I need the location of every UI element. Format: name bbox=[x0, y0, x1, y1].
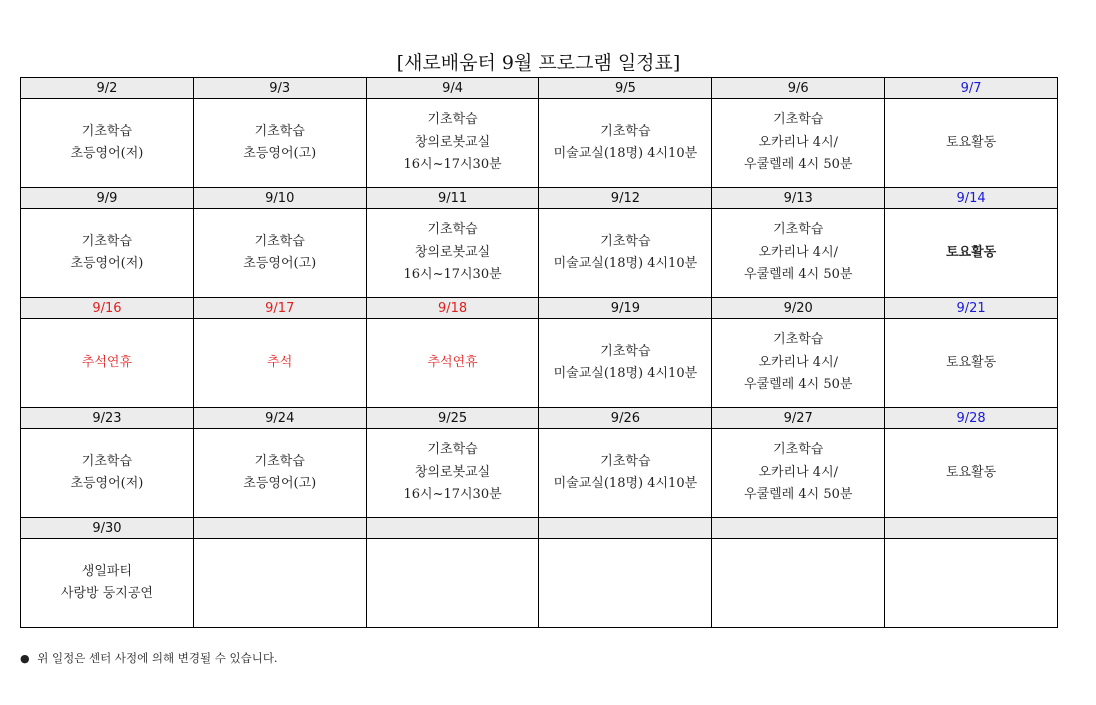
date-cell: 9/30 bbox=[21, 518, 194, 539]
program-cell bbox=[193, 209, 366, 298]
program-cell bbox=[539, 429, 712, 518]
program-line: 미술교실(18명) 4시10분 bbox=[553, 366, 698, 381]
program-cell bbox=[21, 429, 194, 518]
date-cell: 9/5 bbox=[539, 78, 712, 99]
program-line: 미술교실(18명) 4시10분 bbox=[553, 256, 698, 271]
date-cell: 9/23 bbox=[21, 408, 194, 429]
date-header-row bbox=[21, 408, 1058, 429]
program-line: 기초학습 bbox=[254, 453, 305, 469]
date-cell: 9/2 bbox=[21, 78, 194, 99]
bullet-icon: ● bbox=[20, 652, 30, 665]
program-line: 토요활동 bbox=[945, 244, 997, 260]
program-cell bbox=[712, 319, 885, 408]
program-line: 토요활동 bbox=[945, 464, 997, 480]
program-row bbox=[21, 429, 1058, 518]
program-line: 추석연휴 bbox=[427, 354, 478, 370]
date-cell: 9/12 bbox=[539, 188, 712, 209]
program-line: 기초학습 bbox=[254, 233, 305, 249]
date-header-row bbox=[21, 298, 1058, 319]
program-line: 초등영어(저) bbox=[70, 146, 144, 161]
program-cell bbox=[193, 319, 366, 408]
date-cell: 9/3 bbox=[193, 78, 366, 99]
date-cell bbox=[885, 518, 1058, 539]
program-line: 초등영어(저) bbox=[70, 476, 144, 491]
program-line: 창의로봇교실 bbox=[414, 464, 491, 480]
program-line: 기초학습 bbox=[427, 442, 478, 458]
program-line: 기초학습 bbox=[773, 222, 824, 238]
program-cell bbox=[193, 429, 366, 518]
program-cell bbox=[712, 209, 885, 298]
program-line: 초등영어(저) bbox=[70, 256, 144, 271]
program-line: 오카리나 4시/ bbox=[758, 464, 839, 480]
program-line: 오카리나 4시/ bbox=[758, 244, 839, 260]
program-cell bbox=[21, 539, 194, 628]
program-cell bbox=[539, 319, 712, 408]
date-cell: 9/26 bbox=[539, 408, 712, 429]
program-cell bbox=[193, 99, 366, 188]
program-row bbox=[21, 99, 1058, 188]
date-cell bbox=[366, 518, 539, 539]
program-line: 미술교실(18명) 4시10분 bbox=[553, 476, 698, 491]
program-line: 오카리나 4시/ bbox=[758, 354, 839, 370]
schedule-table bbox=[20, 77, 1058, 628]
program-line: 토요활동 bbox=[945, 354, 997, 370]
program-line: 기초학습 bbox=[773, 442, 824, 458]
program-line: 우쿨렐레 4시 50분 bbox=[744, 267, 853, 283]
date-cell: 9/27 bbox=[712, 408, 885, 429]
date-cell: 9/6 bbox=[712, 78, 885, 99]
program-line: 16시~17시30분 bbox=[403, 267, 502, 283]
date-cell: 9/19 bbox=[539, 298, 712, 319]
date-cell bbox=[712, 518, 885, 539]
schedule-table-body bbox=[21, 78, 1058, 628]
program-line: 기초학습 bbox=[81, 233, 133, 249]
date-cell: 9/9 bbox=[21, 188, 194, 209]
page-title: [새로배움터 9월 프로그램 일정표] bbox=[396, 52, 681, 74]
program-cell bbox=[366, 99, 539, 188]
date-cell: 9/17 bbox=[193, 298, 366, 319]
date-cell: 9/16 bbox=[21, 298, 194, 319]
date-cell: 9/24 bbox=[193, 408, 366, 429]
program-line: 기초학습 bbox=[427, 222, 478, 238]
program-cell bbox=[21, 209, 194, 298]
program-line: 추석 bbox=[267, 354, 293, 370]
program-line: 초등영어(고) bbox=[243, 146, 317, 161]
program-line: 기초학습 bbox=[254, 123, 305, 139]
program-line: 우쿨렐레 4시 50분 bbox=[744, 157, 853, 173]
program-cell bbox=[366, 209, 539, 298]
program-line: 미술교실(18명) 4시10분 bbox=[553, 146, 698, 161]
date-cell: 9/7 bbox=[885, 78, 1058, 99]
program-line: 오카리나 4시/ bbox=[758, 134, 839, 150]
date-header-row bbox=[21, 518, 1058, 539]
date-cell: 9/21 bbox=[885, 298, 1058, 319]
date-cell: 9/20 bbox=[712, 298, 885, 319]
program-line: 16시~17시30분 bbox=[403, 157, 502, 173]
date-cell: 9/14 bbox=[885, 188, 1058, 209]
program-cell bbox=[539, 539, 712, 628]
date-cell: 9/4 bbox=[366, 78, 539, 99]
program-cell bbox=[885, 539, 1058, 628]
program-line: 기초학습 bbox=[427, 112, 478, 128]
program-line: 기초학습 bbox=[600, 123, 651, 139]
program-line: 창의로봇교실 bbox=[414, 244, 491, 260]
program-row bbox=[21, 539, 1058, 628]
program-row bbox=[21, 209, 1058, 298]
program-cell bbox=[885, 429, 1058, 518]
program-line: 사랑방 둥지공연 bbox=[60, 586, 153, 601]
program-cell bbox=[21, 99, 194, 188]
program-cell bbox=[539, 209, 712, 298]
date-cell: 9/13 bbox=[712, 188, 885, 209]
program-line: 기초학습 bbox=[773, 112, 824, 128]
footnote bbox=[20, 650, 278, 666]
program-line: 추석연휴 bbox=[81, 354, 133, 370]
program-cell bbox=[366, 539, 539, 628]
program-line: 토요활동 bbox=[945, 134, 997, 150]
program-line: 초등영어(고) bbox=[243, 476, 317, 491]
date-header-row bbox=[21, 78, 1058, 99]
program-line: 기초학습 bbox=[773, 332, 824, 348]
program-cell bbox=[885, 99, 1058, 188]
program-cell bbox=[193, 539, 366, 628]
program-line: 기초학습 bbox=[81, 453, 133, 469]
program-line: 우쿨렐레 4시 50분 bbox=[744, 377, 853, 393]
program-line: 우쿨렐레 4시 50분 bbox=[744, 487, 853, 503]
program-line: 16시~17시30분 bbox=[403, 487, 502, 503]
date-cell bbox=[193, 518, 366, 539]
program-row bbox=[21, 319, 1058, 408]
date-cell: 9/28 bbox=[885, 408, 1058, 429]
program-cell bbox=[21, 319, 194, 408]
program-line: 기초학습 bbox=[600, 343, 651, 359]
date-cell bbox=[539, 518, 712, 539]
date-header-row bbox=[21, 188, 1058, 209]
program-cell bbox=[712, 539, 885, 628]
program-line: 기초학습 bbox=[600, 233, 651, 249]
program-cell bbox=[885, 209, 1058, 298]
program-cell bbox=[539, 99, 712, 188]
date-cell: 9/11 bbox=[366, 188, 539, 209]
program-line: 초등영어(고) bbox=[243, 256, 317, 271]
footnote-text: 위 일정은 센터 사정에 의해 변경될 수 있습니다. bbox=[37, 651, 278, 665]
date-cell: 9/18 bbox=[366, 298, 539, 319]
program-cell bbox=[366, 429, 539, 518]
program-cell bbox=[712, 99, 885, 188]
program-cell bbox=[712, 429, 885, 518]
program-line: 생일파티 bbox=[81, 563, 133, 579]
program-line: 기초학습 bbox=[600, 453, 651, 469]
date-cell: 9/10 bbox=[193, 188, 366, 209]
program-cell bbox=[885, 319, 1058, 408]
program-line: 기초학습 bbox=[81, 123, 133, 139]
program-cell bbox=[366, 319, 539, 408]
date-cell: 9/25 bbox=[366, 408, 539, 429]
program-line: 창의로봇교실 bbox=[414, 134, 491, 150]
